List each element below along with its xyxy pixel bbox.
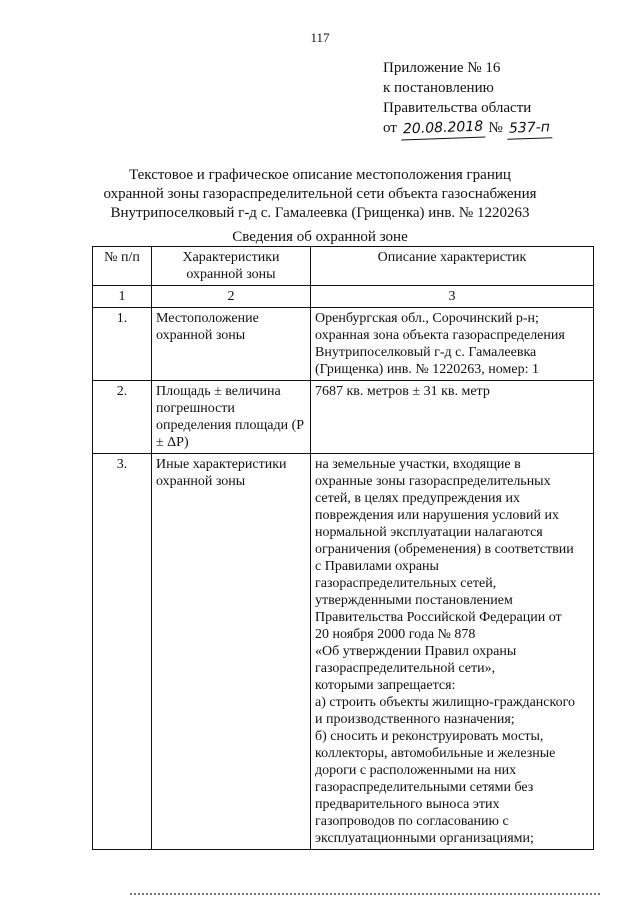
description-line: которыми запрещается:	[315, 678, 456, 693]
row-number: 3.	[93, 454, 152, 850]
description-line: газораспределительными сетями без	[315, 780, 534, 795]
column-number-row	[93, 286, 594, 308]
page-number: 117	[310, 30, 330, 45]
table-row	[93, 381, 594, 454]
title-line-2: охранной зоны газораспределительной сети объекта газоснабжения	[103, 186, 537, 202]
number-prefix: №	[488, 120, 503, 136]
description-line: Оренбургская обл., Сорочинский р-н;	[315, 311, 539, 326]
description-line: «Об утверждении Правил охраны	[315, 644, 517, 659]
handwritten-number: 537-п	[506, 117, 552, 140]
appendix-line-2: к постановлению	[383, 80, 494, 96]
row-description	[311, 454, 594, 850]
row-characteristic: Площадь ± величина погрешности определения площади (Р ± ΔР)	[152, 381, 311, 454]
header-num: № п/п	[93, 247, 152, 286]
description-line: 20 ноября 2000 года № 878	[315, 627, 476, 642]
table-caption: Сведения об охранной зоне	[232, 229, 408, 245]
description-line: и производственного назначения;	[315, 712, 515, 727]
description-line: сетей, в целях предупреждения их	[315, 491, 520, 506]
row-description	[311, 308, 594, 381]
description-line: газопроводов по согласованию с	[315, 814, 509, 829]
title-line-3: Внутрипоселковый г-д с. Гамалеевка (Грищенка) инв. № 1220263	[110, 205, 530, 221]
row-characteristic: Местоположение охранной зоны	[152, 308, 311, 381]
header-description: Описание характеристик	[311, 247, 594, 286]
protection-zone-table	[92, 246, 594, 850]
footer-scan-marks	[130, 893, 600, 899]
document-title	[90, 166, 550, 223]
description-line: охранные зоны газораспределительных	[315, 474, 551, 489]
appendix-date-line	[383, 118, 552, 139]
description-line: Правительства Российской Федерации от	[315, 610, 562, 625]
description-line: газораспределительных сетей,	[315, 576, 497, 591]
col-number-3: 3	[311, 286, 594, 308]
table-header-row	[93, 247, 594, 286]
description-line: нормальной эксплуатации налагаются	[315, 525, 543, 540]
appendix-line-1: Приложение № 16	[383, 60, 501, 76]
title-line-1: Текстовое и графическое описание местоположения границ	[129, 167, 511, 183]
description-line: повреждения или нарушения условий их	[315, 508, 559, 523]
description-line: ограничения (обременения) в соответствии	[315, 542, 574, 557]
col-number-1: 1	[93, 286, 152, 308]
description-line: газораспределительной сети»,	[315, 661, 496, 676]
appendix-block	[383, 58, 552, 139]
description-line: б) сносить и реконструировать мосты,	[315, 729, 544, 744]
handwritten-date: 20.08.2018	[400, 117, 485, 141]
description-line: дороги с расположенными на них	[315, 763, 517, 778]
description-line: с Правилами охраны	[315, 559, 439, 574]
row-number: 1.	[93, 308, 152, 381]
description-line: а) строить объекты жилищно-гражданского	[315, 695, 575, 710]
appendix-line-3: Правительства области	[383, 100, 532, 116]
description-line: (Грищенка) инв. № 1220263, номер: 1	[315, 362, 539, 377]
description-line: охранная зона объекта газораспределения	[315, 328, 565, 343]
description-line: 7687 кв. метров ± 31 кв. метр	[315, 384, 490, 399]
description-line: утвержденными постановлением	[315, 593, 513, 608]
description-line: коллекторы, автомобильные и железные	[315, 746, 556, 761]
table-row	[93, 454, 594, 850]
description-line: эксплуатационными организациями;	[315, 831, 534, 846]
row-description	[311, 381, 594, 454]
description-line: Внутрипоселковый г-д с. Гамалеевка	[315, 345, 537, 360]
date-prefix: от	[383, 120, 397, 136]
header-characteristics: Характеристики охранной зоны	[152, 247, 311, 286]
description-line: предварительного выноса этих	[315, 797, 500, 812]
description-line: на земельные участки, входящие в	[315, 457, 521, 472]
table-row	[93, 308, 594, 381]
row-characteristic: Иные характеристики охранной зоны	[152, 454, 311, 850]
col-number-2: 2	[152, 286, 311, 308]
row-number: 2.	[93, 381, 152, 454]
